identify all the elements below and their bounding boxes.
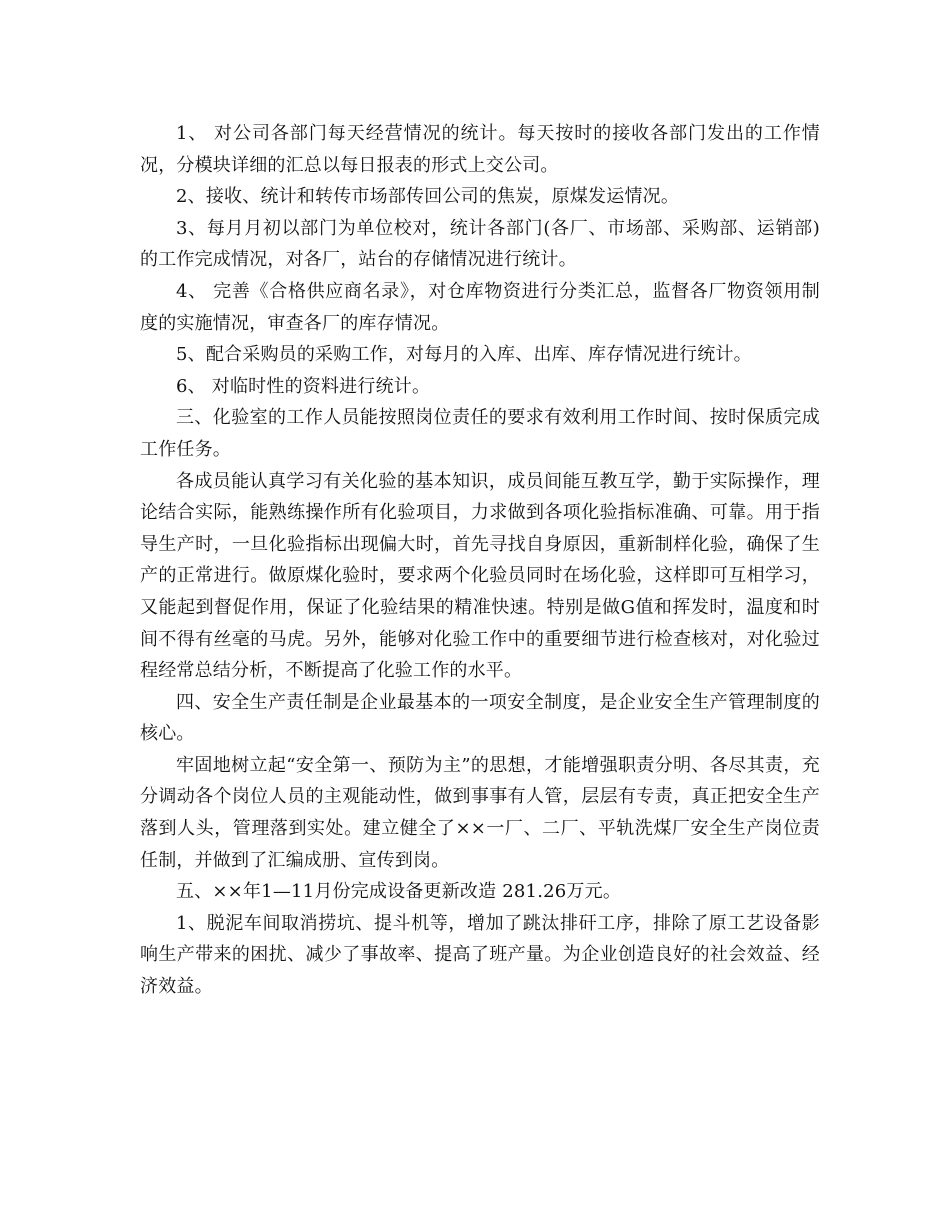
paragraph-safety-details: 牢固地树立起“安全第一、预防为主”的思想，才能增强职责分明、各尽其责，充分调动各个岗位人员的主观能动性，做到事事有人管，层层有专责，真正把安全生产落到人头，管理落到实处。建立健全了××一厂、二厂、平轨洗煤厂安全生产岗位责任制，并做到了汇编成册、宣传到岗。: [140, 754, 820, 871]
paragraph-item-4: 4、 完善《合格供应商名录》，对仓库物资进行分类汇总，监督各厂物资领用制度的实施情况，审查各厂的库存情况。: [140, 280, 820, 334]
paragraph-item-3: 3、每月月初以部门为单位校对，统计各部门(各厂、市场部、采购部、运销部)的工作完成情况，对各厂，站台的存储情况进行统计。: [140, 217, 820, 271]
paragraph-item-2: 2、接收、统计和转传市场部传回公司的焦炭，原煤发运情况。: [176, 186, 680, 208]
section-heading-lab: 三、化验室的工作人员能按照岗位责任的要求有效利用工作时间、按时保质完成工作任务。: [140, 407, 820, 460]
paragraph-equipment-item-1: 1、脱泥车间取消捞坑、提斗机等，增加了跳汰排矸工序，排除了原工艺设备影响生产带来的困扰、减少了事故率、提高了班产量。为企业创造良好的社会效益、经济效益。: [140, 912, 820, 998]
paragraph-item-6: 6、 对临时性的资料进行统计。: [176, 375, 431, 397]
section-heading-safety: 四、安全生产责任制是企业最基本的一项安全制度，是企业安全生产管理制度的核心。: [140, 691, 820, 745]
paragraph-item-5: 5、配合采购员的采购工作，对每月的入库、出库、库存情况进行统计。: [176, 344, 752, 366]
paragraph-lab-details: 各成员能认真学习有关化验的基本知识，成员间能互教互学，勤于实际操作，理论结合实际，能熟练操作所有化验项目，力求做到各项化验指标准确、可靠。用于指导生产时，一旦化验指标出现偏大时，首先寻找自身原因，重新制样化验，确保了生产的正常进行。做原煤化验时，要求两个化验员同时在场化验，这样即可互相学习，又能起到督促作用，保证了化验结果的精准快速。特别是做G值和挥发时，温度和时间不得有丝毫的马虎。另外，能够对化验工作中的重要细节进行检查核对，对化验过程经常总结分析，不断提高了化验工作的水平。: [140, 470, 820, 682]
paragraph-item-1: 1、 对公司各部门每天经营情况的统计。每天按时的接收各部门发出的工作情况，分模块详细的汇总以每日报表的形式上交公司。: [140, 123, 820, 176]
document-body: [140, 118, 820, 1003]
section-heading-equipment: 五、××年1—11月份完成设备更新改造 281.26万元。: [176, 881, 622, 903]
